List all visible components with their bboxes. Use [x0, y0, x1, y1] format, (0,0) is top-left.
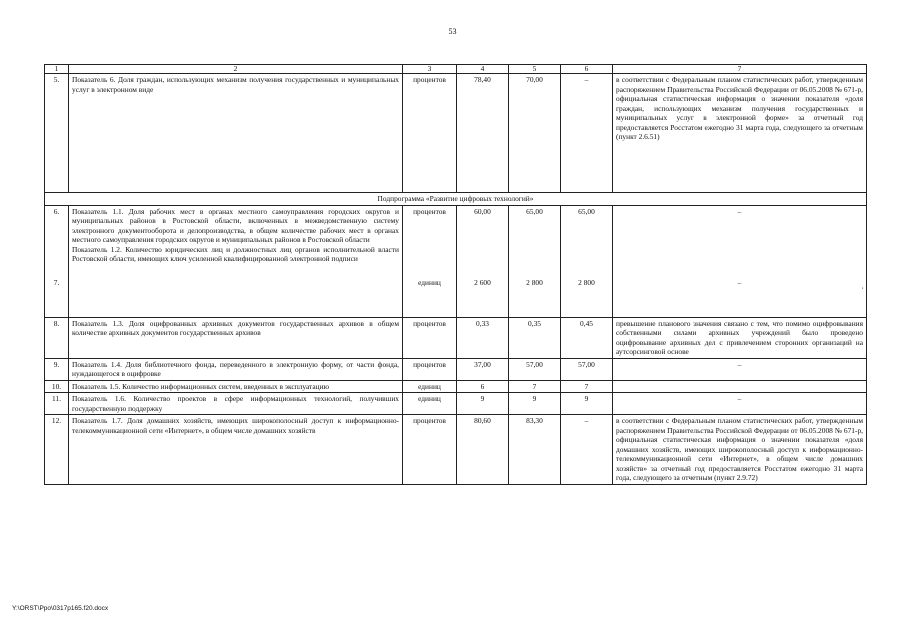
value-col-5-row-6: 65,00 [526, 206, 543, 216]
header-row [45, 65, 867, 74]
value-col-4: 80,60 [457, 415, 509, 485]
note: – [613, 358, 867, 380]
value-col-6: 7 [561, 380, 613, 393]
row-number: 12. [45, 415, 69, 485]
unit: процентов [403, 74, 457, 193]
spacer [564, 216, 609, 278]
row-number: 5. [45, 74, 69, 193]
spacer [48, 216, 65, 278]
header-col-5: 5 [509, 65, 561, 74]
indicator-name-6: Показатель 1.1. Доля рабочих мест в органах местного самоуправления городских округов и муниципальных районов в Ростовской области, включенных в межведомственную систему электронного документооборота и делопроизводства, в общем количестве рабочих мест в органах местного самоуправления городских округов и муниципальных районов в Ростовской области [72, 206, 399, 244]
row-number: 10. [45, 380, 69, 393]
spacer [406, 216, 453, 278]
indicator-name: Показатель 1.6. Количество проектов в сфере информационных технологий, получивших государственную поддержку [69, 393, 403, 415]
value-col-4: 9 [457, 393, 509, 415]
value-col-5-group [509, 205, 561, 317]
note-group [613, 205, 867, 317]
indicator-name: Показатель 1.5. Количество информационных систем, введенных в эксплуатацию [69, 380, 403, 393]
value-col-6: 9 [561, 393, 613, 415]
value-col-6-group [561, 205, 613, 317]
row-number-group [45, 205, 69, 317]
note [613, 380, 867, 393]
note-7: – [737, 278, 742, 287]
row-number: 11. [45, 393, 69, 415]
value-col-4: 6 [457, 380, 509, 393]
note: – [613, 393, 867, 415]
header-col-1: 1 [45, 65, 69, 74]
value-col-6-row-6: 65,00 [578, 206, 595, 216]
value-col-6: 0,45 [561, 317, 613, 358]
value-col-6: – [561, 415, 613, 485]
note: в соответствии с Федеральным планом статистических работ, утвержденным распоряжением Правительства Российской Федерации от 06.05.2008 № 671-р, официальная статистическая информация о значении показателя «доля граждан, использующих механизм получения государственных и муниципальных услуг в электронной форме» за отчетный год предоставляется Росстатом ежегодно 31 марта года, следующего за отчетным (пункт 2.6.51) [613, 74, 867, 193]
table-row-12 [45, 415, 867, 485]
header-col-2: 2 [69, 65, 403, 74]
indicators-table [44, 64, 867, 485]
unit-group [403, 205, 457, 317]
table-row-10 [45, 380, 867, 393]
value-col-5: 83,30 [509, 415, 561, 485]
spacer [616, 216, 863, 278]
row-number-6: 6. [53, 206, 60, 216]
unit: процентов [403, 317, 457, 358]
header-col-4: 4 [457, 65, 509, 74]
value-col-5-row-7: 2 800 [526, 278, 543, 287]
value-col-6: 57,00 [561, 358, 613, 380]
indicator-name-group [69, 205, 403, 317]
value-col-4: 0,33 [457, 317, 509, 358]
table-row-6-7 [45, 205, 867, 317]
table-row-11 [45, 393, 867, 415]
indicator-name: Показатель 1.7. Доля домашних хозяйств, имеющих широкополосный доступ к информационно-телекоммуникационной сети «Интернет», в общем числе домашних хозяйств [69, 415, 403, 485]
header-col-3: 3 [403, 65, 457, 74]
unit: процентов [403, 358, 457, 380]
table-row-8 [45, 317, 867, 358]
value-col-4: 37,00 [457, 358, 509, 380]
value-col-5: 9 [509, 393, 561, 415]
note: превышение планового значения связано с тем, что помимо оцифровывания собственными силами архивных учреждений было проведено оцифровывание архивных дел с привлечением сторонних организаций на аутсорсинговой основе [613, 317, 867, 358]
value-col-6-row-7: 2 800 [578, 278, 595, 287]
margin-tick: , [862, 284, 864, 290]
note-6: – [737, 206, 742, 216]
row-number-7: 7. [53, 278, 60, 287]
file-path-footer: Y:\ORST\Ppo\0317p165.f20.docx [12, 605, 109, 612]
value-col-4-row-7: 2 600 [474, 278, 491, 287]
value-col-4-row-6: 60,00 [474, 206, 491, 216]
row-number: 9. [45, 358, 69, 380]
unit-7: единиц [418, 278, 441, 287]
spacer [460, 216, 505, 278]
indicator-name: Показатель 1.4. Доля библиотечного фонда, переведенного в электронную форму, от части фонда, нуждающегося в оцифровке [69, 358, 403, 380]
indicator-name: Показатель 6. Доля граждан, использующих механизм получения государственных и муниципальных услуг в электронном виде [69, 74, 403, 193]
unit-6: процентов [413, 206, 446, 216]
value-col-5: 70,00 [509, 74, 561, 193]
table-row-9 [45, 358, 867, 380]
value-col-5: 0,35 [509, 317, 561, 358]
indicator-name-7: Показатель 1.2. Количество юридических лиц и должностных лиц органов исполнительной власти Ростовской области, имеющих ключ усиленной квалифицированной электронной подписи [72, 244, 399, 263]
note: в соответствии с Федеральным планом статистических работ, утвержденным распоряжением Правительства Российской Федерации от 06.05.2008 № 671-р, официальная статистическая информация о значении показателя «доля домашних хозяйств, имеющих широкополосный доступ к информационно-телекоммуникационной сети «Интернет», в общем числе домашних хозяйств» за отчетный год предоставляется Росстатом ежегодно 31 марта года, следующего за отчетным (пункт 2.9.72) [613, 415, 867, 485]
value-col-5: 57,00 [509, 358, 561, 380]
subprogram-row [45, 193, 867, 206]
value-col-6: – [561, 74, 613, 193]
table-row-5 [45, 74, 867, 193]
page-number: 53 [448, 27, 457, 36]
indicator-name: Показатель 1.3. Доля оцифрованных архивных документов государственных архивов в общем количестве архивных документов государственных архивов [69, 317, 403, 358]
value-col-4-group [457, 205, 509, 317]
header-col-7: 7 [613, 65, 867, 74]
unit: единиц [403, 380, 457, 393]
subprogram-title: Подпрограмма «Развитие цифровых технологий» [45, 193, 867, 206]
spacer [512, 216, 557, 278]
unit: единиц [403, 393, 457, 415]
row-number: 8. [45, 317, 69, 358]
unit: процентов [403, 415, 457, 485]
value-col-5: 7 [509, 380, 561, 393]
value-col-4: 78,40 [457, 74, 509, 193]
header-col-6: 6 [561, 65, 613, 74]
